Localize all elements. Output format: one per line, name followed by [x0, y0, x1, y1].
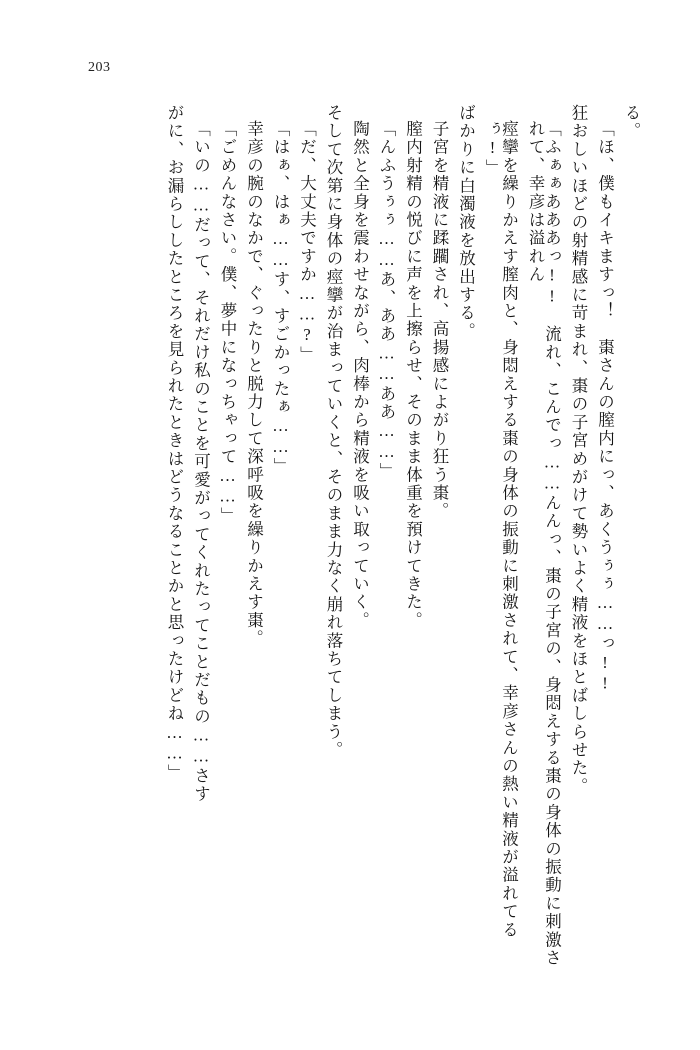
text-column: 「はぁ、はぁ……す、すごかったぁ……」	[271, 120, 290, 476]
text-column: 「いの……だって、それだけ私のことを可愛がってくれたってことだもの……さす	[191, 120, 211, 804]
text-column: 「ごめんなさい。僕、夢中になっちゃって……」	[218, 120, 237, 526]
text-column: 子宮を精液に蹂躙され、高揚感によがり狂う棗。	[430, 120, 449, 521]
text-column: 狂おしいほどの射精感に苛まれ、棗の子宮めがけて勢いよく精液をほとばしらせた。	[569, 104, 588, 796]
text-column: る。	[622, 104, 641, 141]
text-column: 痙攣を繰りかえす膣肉と、身悶えする棗の身体の振動に刺激されて、幸彦さんの熱い精液が溢れてるぅ!」	[483, 120, 519, 939]
text-column: 幸彦の腕のなかで、ぐったりと脱力して深呼吸を繰りかえす棗。	[244, 120, 264, 648]
text-column: 陶然と全身を震わせながら、肉棒から精液を吸い取っていく。	[350, 120, 370, 630]
text-column: 「ほ、僕もイキますっ！ 棗さんの膣内にっ、あくうぅぅ……っ!!	[595, 120, 615, 695]
text-column: がに、お漏らししたところを見られたときはどうなることかと思ったけどね……」	[165, 104, 184, 783]
text-column: 「んふうぅぅ……あ、ああ……ああ……」	[377, 120, 396, 481]
text-column: 膣内射精の悦びに声を上擦らせ、そのまま体重を預けてきた。	[403, 120, 423, 630]
page-number: 203	[88, 60, 111, 75]
vertical-text-body	[60, 104, 644, 968]
text-column: 「ふぁぁあああっ!! 流れ、こんでっ……んんっ、棗の子宮の、身悶えする棗の身体の振動に刺激されて、幸彦は溢れん	[526, 120, 562, 968]
text-column: 「だ、大丈夫ですか……?」	[297, 120, 317, 365]
text-column: ばかりに白濁液を放出する。	[456, 104, 476, 341]
text-column: そして次第に身体の痙攣が治まっていくと、そのまま力なく崩れ落ちてしまう。	[324, 104, 343, 760]
